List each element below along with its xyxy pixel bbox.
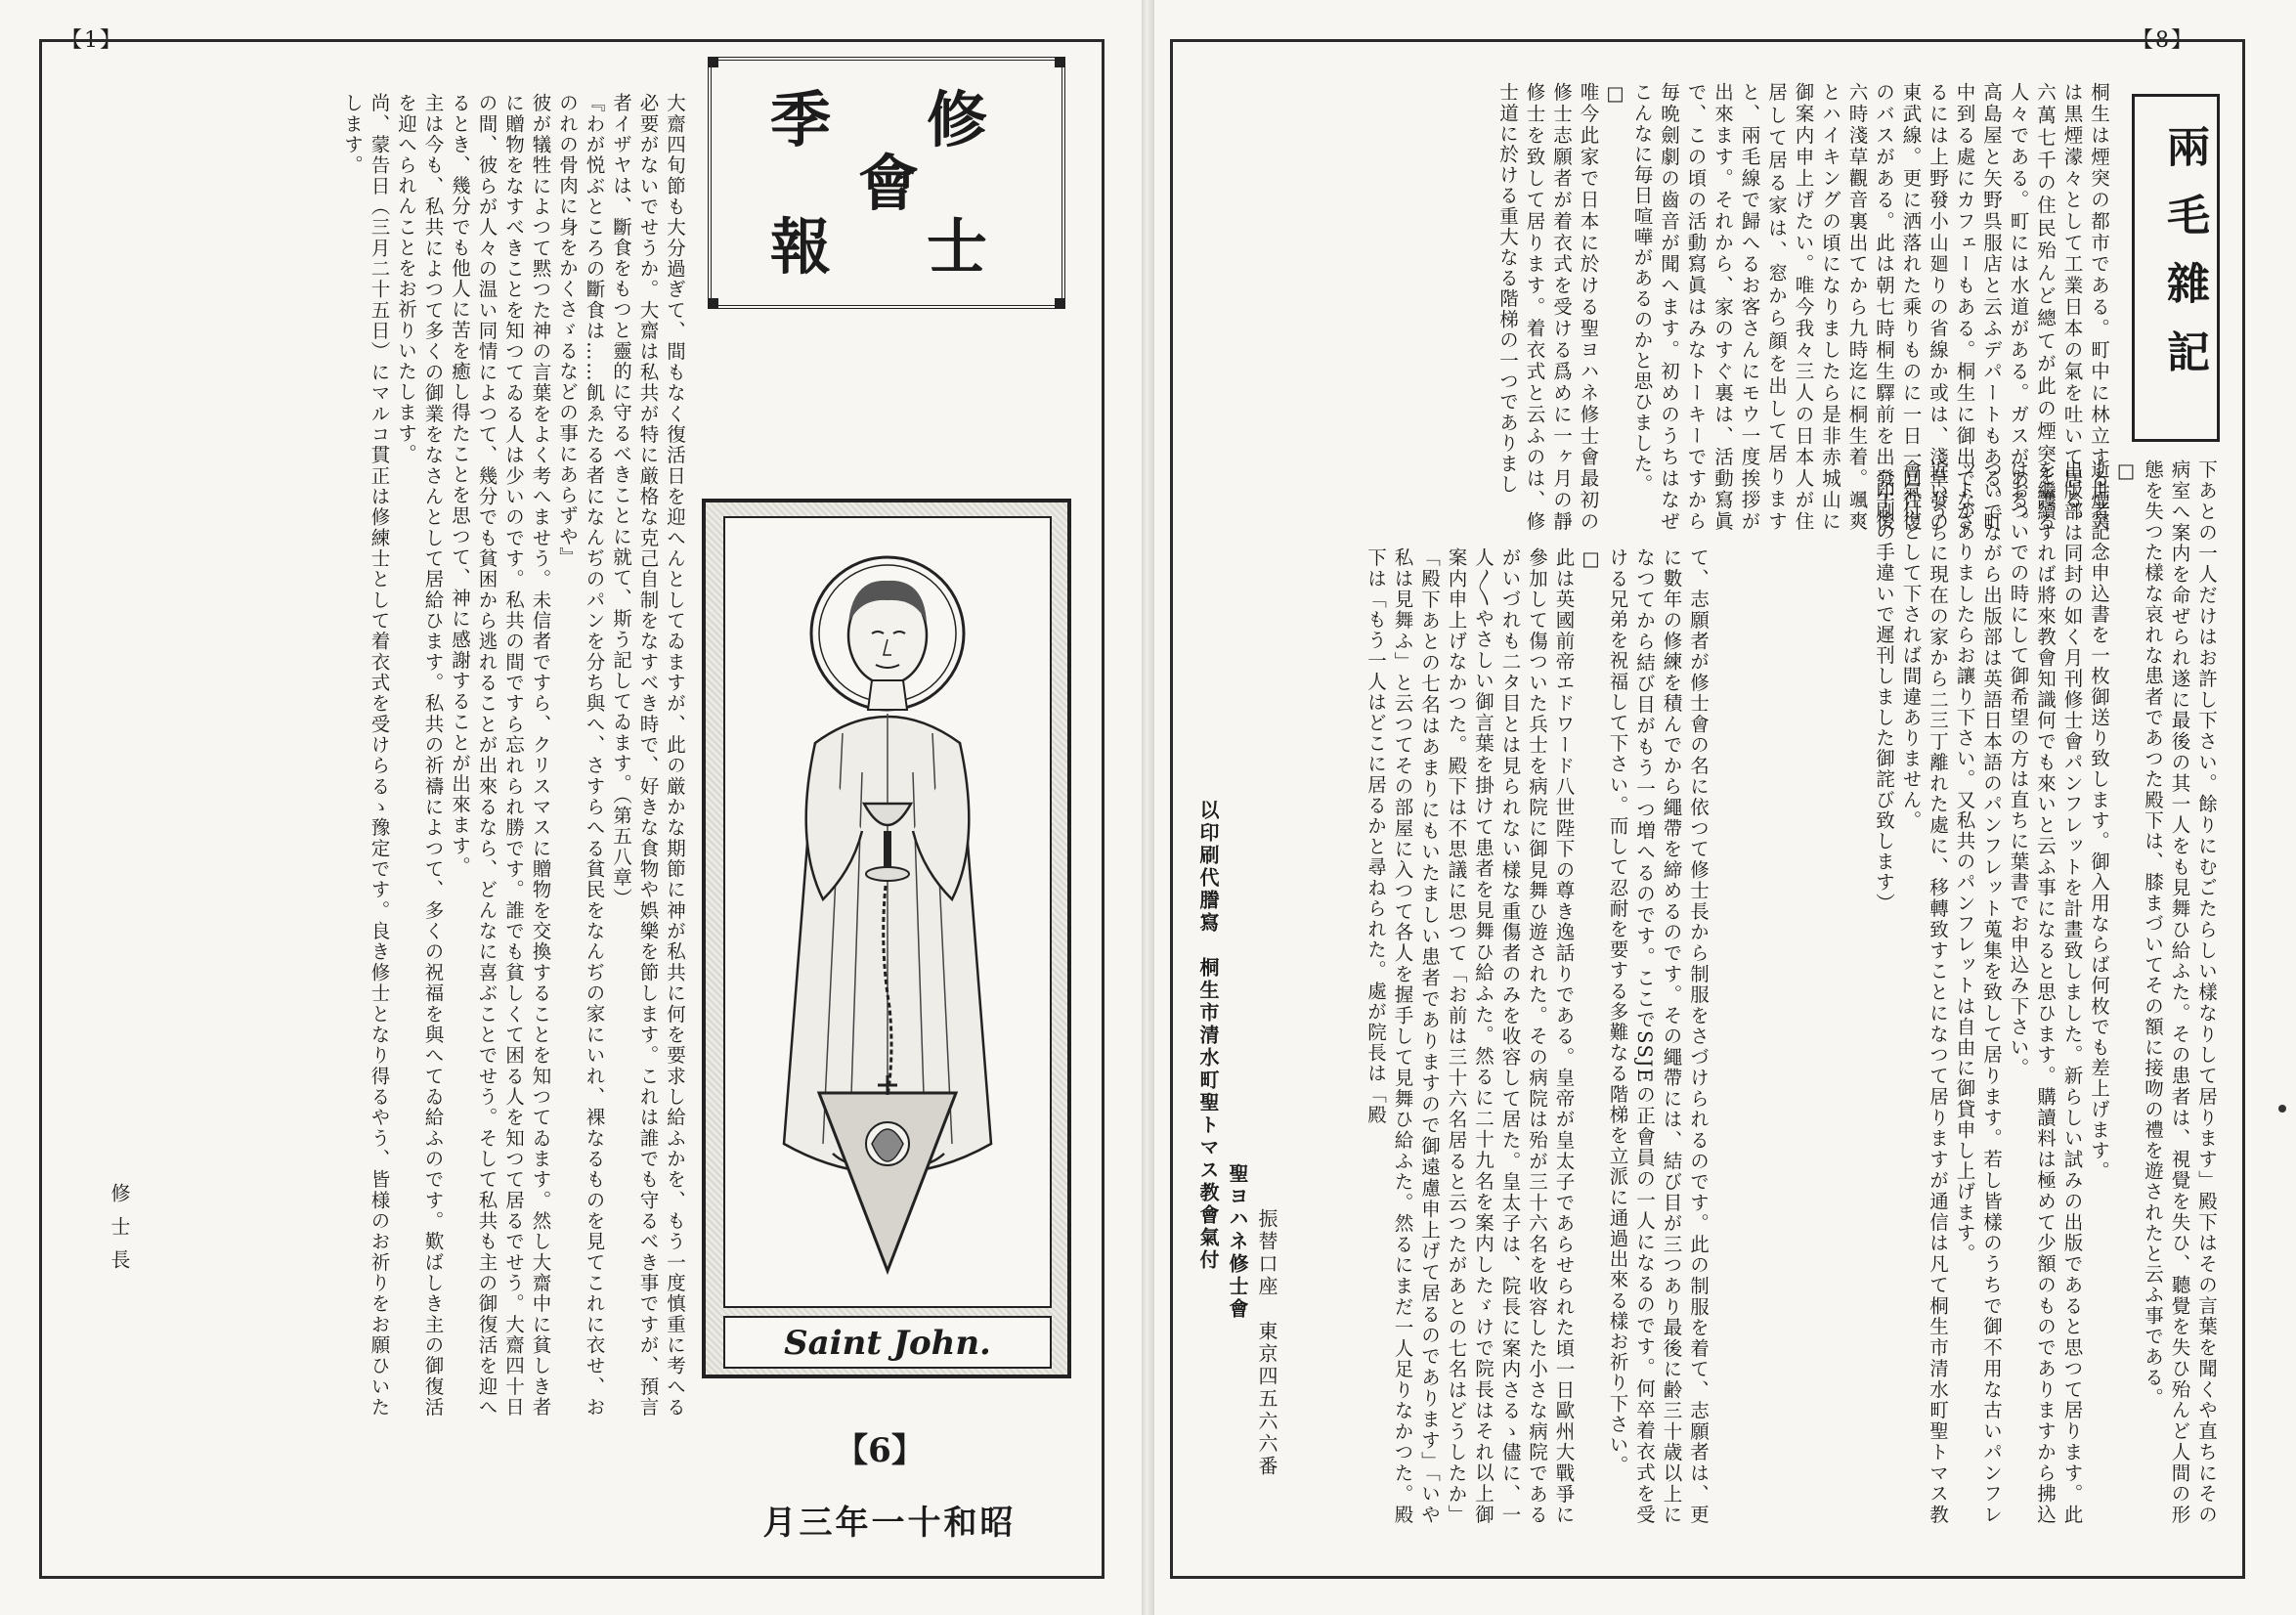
book-gutter [1142, 0, 1154, 1615]
director-letter-text: 大齋四旬節も大分過ぎて、間もなく復活日を迎へんとしてゐますが、此の厳かな期節に神が私共に何を要求し給ふかを、もう一度慎重に考へる必要がないでせうか。大齋は私共が特に厳格な克己自制をなすべき時で、好きな食物や娯樂を節します。これは誰でも守るべき事ですが、預言者イザヤは、斷食をもつと靈的に守るべきことに就て、斯う記してゐます。（第五八章） 『わが悦ぶところの斷食は……飢ゑたる者になんぢのパンを分ち與へ、さすらへる貧民をなんぢの家にいれ、裸なるものを見てこれに衣せ、おのれの骨肉に身をかくさゞるなどの事にあらずや』 彼が犠牲によつて黙つた神の言葉をよく考へませう。未信者ですら、クリスマスに贈物を交換することを知つてゐます。然し大齋中に貧しき者に贈物をなすべきことを知つてゐる人は少いのです。私共の間ですら忘れられ勝です。誰でも貧しくて困る人を知つて居るでせう。大齋四十日の間、彼らが人々の温い同情によつて、幾分でも貧困から逃れることが出來るなら、どんなに喜ぶことでせう。そして私共も主の御復活を迎へるとき、幾分でも他人に苦を癒し得たことを思つて、神に感謝することが出來ます。 主は今も、私共によつて多くの御業をなさんとして居給ひます。私共の祈禱によつて、多くの祝福を與へてゐ給ふのです。歎ばしき主の御復活を迎へられんことをお祈りいたします。 尚、蒙告日（三月二十五日）にマルコ貫正は修練士として着衣式を受けらるゝ豫定です。良き修士となり得るやう、皆様のお祈りをお願ひいたします。 [341, 93, 686, 1418]
masthead-char-1: 修 [927, 84, 988, 155]
masthead-char-2: 士 [927, 211, 988, 283]
imprint-line-3: 振替口座 東京四五六六番 [1255, 1208, 1278, 1478]
article-block-2-text: て、志願者が修士會の名に依つて修士長から制服をさづけられるのです。此の制服を着て、志願者は、更に數年の修練を積んでから繩帶を締めるのです。その繩帶には、結び目が三つあり最後に齢三十歳以上になつてから結び目がもう一つ増へるのです。ここでSSJEの正會員の一人になるのです。何卒着衣式を受ける兄弟を祝福して下さい。而して忍耐を要する多難なる階梯を立派に通過出來る樣お祈り下さい。 □ 此は英國前帝エドワード八世陛下の尊き逸話りである。皇帝が皇太子であらせられた頃一日歐州大戰爭に參加して傷ついた兵士を病院に御見舞ひ遊された。その病院は殆が三十六名を收容した小さな病院であるがいづれも二タ目とは見られない樣な重傷者のみを收容して居た。皇太子は、院長に案内さるゝ儘に、一人〳〵やさしい御言葉を掛けて患者を見舞ひ給ふた。然るに二十九名を案内したゞけで院長はそれ以上御案内申上げなかつた。殿下は不思議に思つて「お前は三十六名居ると云つたがあとの七名はどうしたか」「殿下あとの七名はあまりにもいたましい患者でありますので御遠慮申上げて居るのであります」「いや私は見舞ふ」と云つてその部屋に入つて各人を握手して見舞ひ給ふた。然るにまだ一人足りなかつた。殿下は「もう一人はどこに居るかと尋ねられた。處が院長は「殿 [1365, 547, 1710, 1525]
masthead-char-3: 會 [858, 148, 920, 219]
saint-john-illustration [702, 499, 1071, 1378]
saint-john-label-box [723, 1316, 1052, 1369]
left-page [0, 0, 1142, 1615]
page-number-right: 【8】 [2132, 28, 2194, 53]
section-title: 兩毛雜記 [2159, 124, 2209, 398]
issue-date: 昭和十一年三月 [762, 1504, 1017, 1543]
margin-mark [2278, 1105, 2286, 1113]
article-block-1-text: 桐生は煙突の都市である。町中に林立する煙突は黒煙濛々として工業日本の氣を吐いて居る。六萬七千の住民殆んど總てが此の煙突を護る人々である。町には水道がある。ガスがある。高島屋と矢野呉服店と云ふデパートもある。町中到る處にカフェーもある。桐生に御出でなさるには上野發小山廻りの省線か或は、淺草發の東武線。更に洒落れた乘りものに一日一回往復のバスがある。此は朝七時桐生驛前を出發午後六時淺草觀音裏出てから九時迄に桐生着。颯爽とハイキングの頃になりましたら是非赤城山に御案内申上げたい。唯今我々三人の日本人が住居して居る家は、窓から顔を出して居りますと、兩毛線で歸へるお客さんにモウ一度挨拶が出來ます。それから、家のすぐ裏は、活動寫眞で、この頃の活動寫眞はみなトーキーですから毎晩劍劇の齒音が聞へます。初めのうちはなぜこんなに毎日喧嘩があるのかと思ひました。 □ 唯今此家で日本に於ける聖ヨハネ修士會最初の修士志願者が着衣式を受ける爲めに一ヶ月の靜修士を致して居ります。着衣式と云ふのは、修士道に於ける重大なる階梯の一つでありまし [1496, 82, 2110, 532]
right-page [1154, 0, 2296, 1615]
page-number-left: 【1】 [61, 28, 123, 53]
imprint-line-1: 以印刷代謄寫 桐生市清水町聖トマス教會氣付 [1196, 800, 1220, 1272]
imprint-line-2: 聖ヨハネ修士會 [1226, 1163, 1249, 1321]
masthead-box [708, 57, 1065, 309]
masthead-char-5: 報 [770, 211, 832, 283]
saint-john-caption: Saint John. [784, 1324, 991, 1363]
saint-john-figure-panel [723, 516, 1052, 1308]
section-title-box [2132, 94, 2220, 442]
issue-number: 【6】 [835, 1431, 925, 1470]
director-letter [90, 93, 688, 1418]
article-block-3-text: 下あとの一人だけはお許し下さい。餘りにむごたらしい樣なりして居ります」殿下はその言葉を聞くや直ちにその病室へ案内を命ぜられ遂に最後の其一人をも見舞ひ給ふた。その患者は、視覺を失ひ、聽覺を失ひ殆んど人間の形態を失つた樣な哀れな患者であつた殿下は、膝まづいてその額に接吻の禮を遊されたと云ふ事である。 □ 逝世者記念申込書を一枚御送り致します。御入用ならば何枚でも差上げます。 出版部は同封の如く月刊修士會パンフレットを計畫致しました。新らしい試みの出版であると思つて居ります。此を繼續すれば將來教會知識何でも來いと云ふ事になると思ひます。購讀料は極めて少額のものでありますから拂込はおついでの時にして御希望の方は直ちに葉書でお申込み下さい。 ついでながら出版部は英語日本語のパンフレット蒐集を致して居ります。若し皆樣のうちで御不用な古いパンフレットがありましたらお讓り下さい。又私共のパンフレットは自由に御貸申し上げます。 近いうちに現在の家から二三丁離れた處に、移轉致すことになつて居りますが通信は凡て桐生市清水町聖トマス教會氣付として下されば間違ありません。 （印刷の手違いで遲刊しました御詫び致します） [1873, 459, 2218, 1525]
signature: 修士長 [108, 1183, 131, 1283]
masthead-char-4: 季 [770, 84, 832, 155]
saint-john-figure [725, 518, 1050, 1306]
article-block-3 [1731, 459, 2220, 1525]
